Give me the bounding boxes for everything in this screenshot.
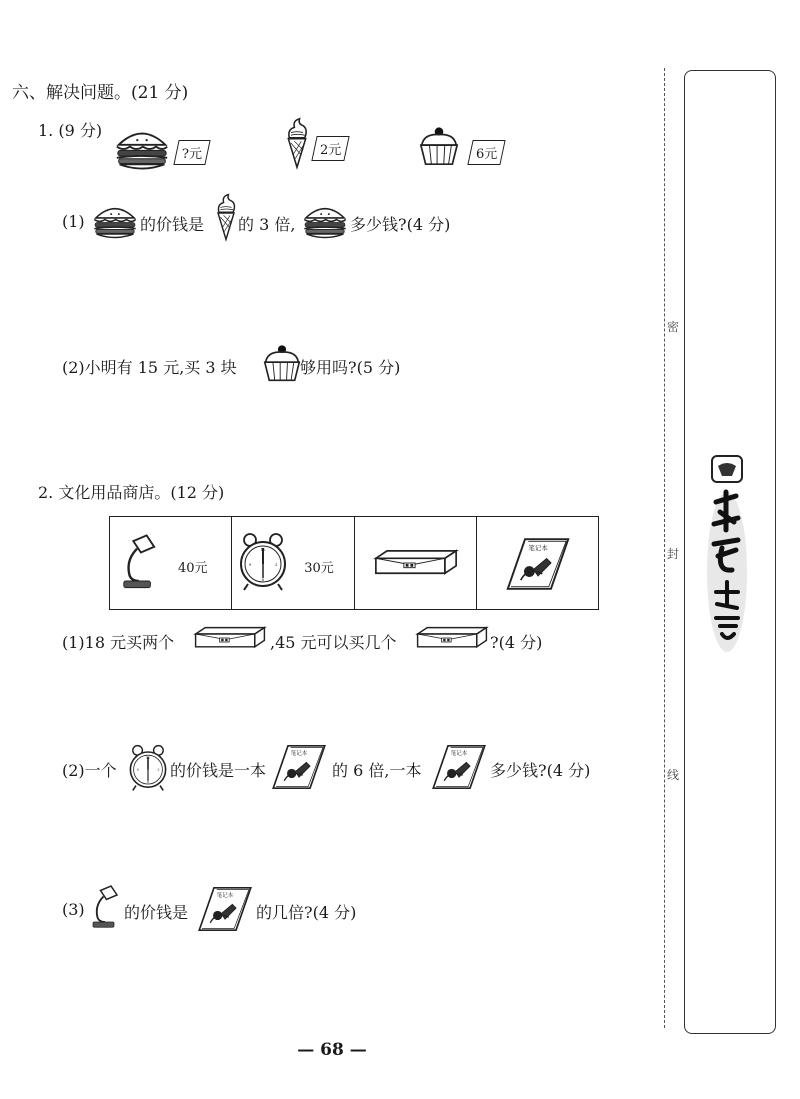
q2-part3-text-b: 的几倍?(4 分) xyxy=(256,903,357,922)
q2-part2-text-d: 多少钱?(4 分) xyxy=(490,761,591,780)
q2-part2-text-a: (2)一个 xyxy=(62,761,117,780)
table-cell-clock xyxy=(232,517,354,609)
burger-icon xyxy=(114,126,170,171)
q2-part1-text-b: ,45 元可以买几个 xyxy=(270,633,397,652)
table-cell-lamp xyxy=(110,517,232,609)
price-tag-cupcake xyxy=(467,140,506,165)
notebook-icon xyxy=(505,537,571,591)
q2-part1-text-c: ?(4 分) xyxy=(490,633,543,652)
binding-mark-line: 线 xyxy=(667,768,680,782)
brand-logo xyxy=(702,452,752,652)
page-number: — 68 — xyxy=(297,1040,367,1060)
table-cell-pencil-box xyxy=(355,517,477,609)
question-2-label: 2. 文化用品商店。(12 分) xyxy=(38,483,225,502)
q1-part1-text-c: 多少钱?(4 分) xyxy=(350,215,451,234)
alarm-clock-icon xyxy=(238,531,288,593)
desk-lamp-icon xyxy=(120,533,158,591)
ice-cream-icon xyxy=(284,116,310,170)
cupcake-icon xyxy=(418,126,460,168)
question-1-label: 1. (9 分) xyxy=(38,121,103,140)
lamp-price: 40元 xyxy=(178,561,208,576)
alarm-clock-icon xyxy=(128,744,168,792)
desk-lamp-icon xyxy=(90,884,120,930)
price-tag-ice-cream xyxy=(311,136,350,161)
q1-part1-text-a: 的价钱是 xyxy=(140,215,205,234)
notebook-icon xyxy=(270,744,328,790)
price-tag-burger-text: ?元 xyxy=(182,147,202,162)
q2-part2-text-c: 的 6 倍,一本 xyxy=(332,761,422,780)
q1-part1-number: (1) xyxy=(62,212,85,231)
table-cell-notebook xyxy=(477,517,598,609)
burger-icon xyxy=(302,202,348,240)
pencil-box-icon xyxy=(190,626,270,650)
pencil-box-icon xyxy=(371,549,461,577)
pencil-box-icon xyxy=(412,626,492,650)
q1-part1-text-b: 的 3 倍, xyxy=(238,215,296,234)
q2-part2-text-b: 的价钱是一本 xyxy=(170,761,267,780)
clock-price: 30元 xyxy=(304,561,334,576)
price-tag-ice-cream-text: 2元 xyxy=(320,143,342,158)
notebook-icon xyxy=(430,744,488,790)
binding-mark-seal: 密 xyxy=(667,320,680,334)
notebook-icon xyxy=(196,886,254,932)
binding-mark-envelope: 封 xyxy=(667,547,680,561)
product-table xyxy=(109,516,599,610)
binding-dashed-line xyxy=(664,68,665,1028)
q1-part2-text-b: 够用吗?(5 分) xyxy=(300,358,401,377)
cupcake-icon xyxy=(262,343,302,385)
burger-icon xyxy=(92,202,138,240)
q2-part1-text-a: (1)18 元买两个 xyxy=(62,633,175,652)
section-title: 六、解决问题。(21 分) xyxy=(12,83,189,103)
price-tag-cupcake-text: 6元 xyxy=(476,147,498,162)
q2-part3-number: (3) xyxy=(62,900,85,919)
q2-part3-text-a: 的价钱是 xyxy=(124,903,189,922)
price-tag-burger xyxy=(173,140,210,165)
ice-cream-icon xyxy=(214,192,238,242)
q1-part2-text-a: (2)小明有 15 元,买 3 块 xyxy=(62,358,237,377)
